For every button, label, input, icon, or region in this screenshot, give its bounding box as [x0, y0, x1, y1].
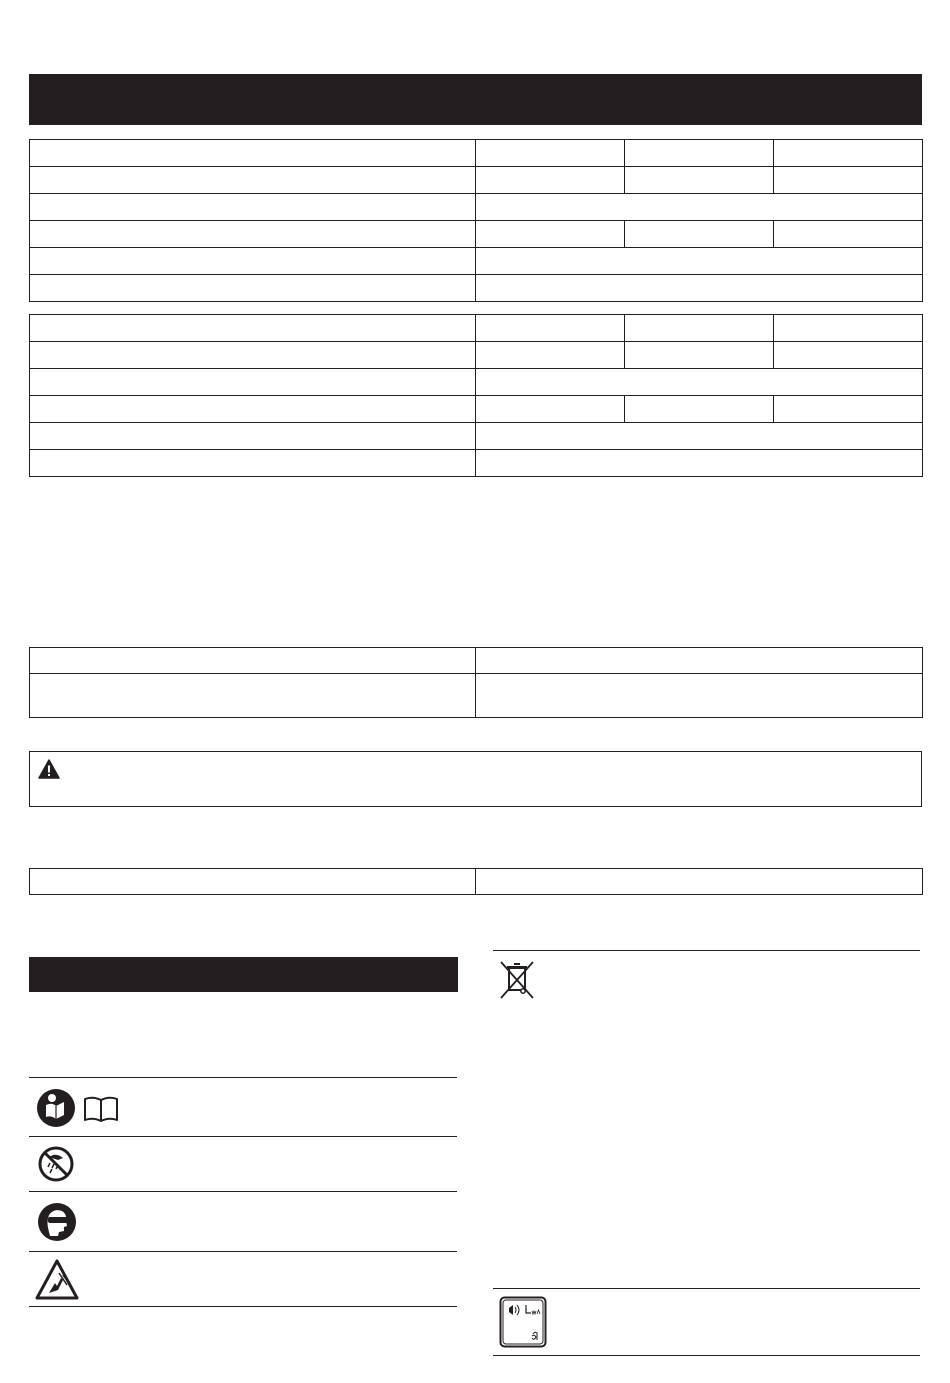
wear-safety-goggles-icon	[37, 1202, 77, 1242]
table-cell	[30, 450, 476, 477]
warning-triangle-icon	[38, 759, 60, 779]
table-row	[30, 167, 923, 194]
table-cell	[30, 140, 476, 167]
table-row	[30, 342, 923, 369]
divider	[493, 1355, 920, 1356]
table-cell	[30, 194, 476, 221]
table-cell	[774, 396, 923, 423]
table-cell	[30, 674, 476, 718]
crossed-out-wheeled-bin-icon	[499, 960, 535, 1000]
table-cell	[774, 315, 923, 342]
table-row	[30, 194, 923, 221]
info-table	[29, 647, 923, 718]
table-cell	[30, 396, 476, 423]
table-cell	[30, 275, 476, 302]
header-bar	[29, 74, 922, 125]
table-cell	[476, 221, 625, 248]
table-cell	[476, 450, 923, 477]
table-cell	[476, 342, 625, 369]
table-cell	[625, 315, 774, 342]
table-cell	[476, 248, 923, 275]
table-cell	[30, 369, 476, 396]
table-cell	[30, 248, 476, 275]
table-row	[30, 869, 923, 895]
vibration-table	[29, 868, 923, 895]
table-cell	[774, 221, 923, 248]
sound-power-level-label-icon	[499, 1296, 547, 1348]
divider	[29, 1251, 457, 1252]
table-cell	[774, 167, 923, 194]
table-row	[30, 674, 923, 718]
table-row	[30, 140, 923, 167]
table-row	[30, 221, 923, 248]
table-cell	[476, 167, 625, 194]
table-cell	[30, 315, 476, 342]
do-not-expose-to-rain-icon	[38, 1146, 74, 1182]
table-cell	[30, 423, 476, 450]
read-manual-person-icon	[36, 1088, 76, 1128]
divider	[493, 950, 920, 951]
table-cell	[30, 167, 476, 194]
spec-table-2	[29, 314, 923, 477]
table-row	[30, 396, 923, 423]
table-cell	[476, 194, 923, 221]
open-book-icon	[83, 1095, 119, 1123]
table-cell	[625, 167, 774, 194]
table-cell	[30, 648, 476, 674]
table-row	[30, 369, 923, 396]
table-cell	[476, 140, 625, 167]
divider	[29, 1306, 457, 1307]
table-cell	[476, 423, 923, 450]
table-cell	[476, 869, 923, 895]
divider	[29, 1077, 457, 1078]
table-row	[30, 648, 923, 674]
table-cell	[476, 674, 923, 718]
hand-cut-hazard-icon	[35, 1259, 79, 1301]
table-row	[30, 315, 923, 342]
table-cell	[476, 648, 923, 674]
table-row	[30, 248, 923, 275]
table-cell	[476, 369, 923, 396]
table-cell	[476, 315, 625, 342]
table-cell	[625, 342, 774, 369]
divider	[493, 1288, 920, 1289]
table-row	[30, 450, 923, 477]
table-cell	[476, 396, 625, 423]
table-row	[30, 275, 923, 302]
divider	[29, 1136, 457, 1137]
table-cell	[774, 140, 923, 167]
table-cell	[476, 275, 923, 302]
table-cell	[774, 342, 923, 369]
table-cell	[30, 221, 476, 248]
table-cell	[30, 869, 476, 895]
spec-table-1	[29, 139, 923, 302]
table-cell	[30, 342, 476, 369]
divider	[29, 1191, 457, 1192]
symbols-section-bar	[29, 957, 458, 992]
table-cell	[625, 396, 774, 423]
table-cell	[625, 140, 774, 167]
warning-box	[29, 751, 922, 807]
table-row	[30, 423, 923, 450]
table-cell	[625, 221, 774, 248]
